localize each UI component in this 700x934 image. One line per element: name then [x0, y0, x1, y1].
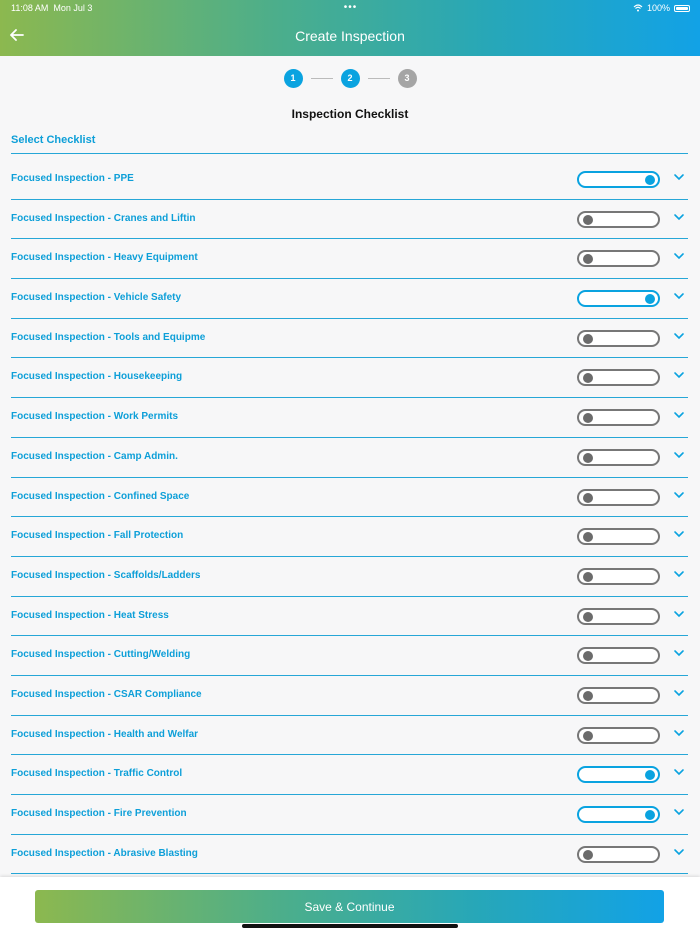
checklist-toggle[interactable] — [577, 250, 660, 267]
checklist-toggle[interactable] — [577, 449, 660, 466]
checklist-item-label: Focused Inspection - Health and Welfar — [11, 728, 199, 740]
toggle-knob — [583, 334, 593, 344]
chevron-down-icon[interactable] — [673, 171, 685, 183]
checklist-toggle[interactable] — [577, 687, 660, 704]
chevron-down-icon[interactable] — [673, 846, 685, 858]
save-continue-button[interactable]: Save & Continue — [35, 890, 664, 923]
toggle-knob — [583, 651, 593, 661]
toggle-knob — [645, 175, 655, 185]
toggle-knob — [583, 572, 593, 582]
chevron-down-icon[interactable] — [673, 409, 685, 421]
status-bar — [11, 3, 690, 16]
section-title: Inspection Checklist — [291, 107, 409, 121]
status-right — [633, 3, 690, 13]
battery-percent: 100% — [646, 3, 670, 13]
divider — [11, 153, 688, 154]
chevron-down-icon[interactable] — [673, 568, 685, 580]
checklist-toggle[interactable] — [577, 647, 660, 664]
checklist-item[interactable] — [11, 160, 688, 200]
checklist-toggle[interactable] — [577, 171, 660, 188]
step-connector — [311, 78, 333, 79]
chevron-down-icon[interactable] — [673, 489, 685, 501]
checklist-item[interactable] — [11, 478, 688, 518]
multitask-dots[interactable]: ••• — [343, 2, 358, 13]
chevron-down-icon[interactable] — [673, 806, 685, 818]
checklist-item-label: Focused Inspection - PPE — [11, 173, 134, 184]
checklist — [11, 160, 688, 874]
chevron-down-icon[interactable] — [673, 608, 685, 620]
toggle-knob — [583, 850, 593, 860]
chevron-down-icon[interactable] — [673, 250, 685, 262]
page-title: Create Inspection — [295, 28, 405, 44]
checklist-item-label: Focused Inspection - Camp Admin. — [11, 450, 178, 462]
toggle-knob — [645, 294, 655, 304]
checklist-item-label: Focused Inspection - Heavy Equipment — [11, 252, 198, 264]
select-checklist-label: Select Checklist — [11, 134, 96, 146]
checklist-toggle[interactable] — [577, 489, 660, 506]
chevron-down-icon[interactable] — [673, 766, 685, 778]
chevron-down-icon[interactable] — [673, 647, 685, 659]
checklist-item-label: Focused Inspection - Confined Space — [11, 490, 190, 502]
checklist-item[interactable] — [11, 835, 688, 875]
checklist-toggle[interactable] — [577, 290, 660, 307]
checklist-item[interactable] — [11, 319, 688, 359]
chevron-down-icon[interactable] — [673, 369, 685, 381]
checklist-item-label: Focused Inspection - Cutting/Welding — [11, 649, 191, 661]
home-indicator — [242, 924, 458, 928]
toggle-knob — [583, 215, 593, 225]
toggle-knob — [583, 493, 593, 503]
app-header — [0, 0, 700, 56]
checklist-item[interactable] — [11, 636, 688, 676]
step-3[interactable]: 3 — [398, 69, 417, 88]
chevron-down-icon[interactable] — [673, 727, 685, 739]
toggle-knob — [645, 810, 655, 820]
toggle-knob — [583, 691, 593, 701]
step-2[interactable]: 2 — [341, 69, 360, 88]
checklist-toggle[interactable] — [577, 409, 660, 426]
checklist-item-label: Focused Inspection - Vehicle Safety — [11, 292, 182, 304]
checklist-item[interactable] — [11, 398, 688, 438]
checklist-item[interactable] — [11, 795, 688, 835]
checklist-item-label: Focused Inspection - Fall Protection — [11, 530, 184, 542]
step-connector — [368, 78, 390, 79]
chevron-down-icon[interactable] — [673, 449, 685, 461]
checklist-item-label: Focused Inspection - Traffic Control — [11, 768, 183, 780]
checklist-toggle[interactable] — [577, 608, 660, 625]
checklist-toggle[interactable] — [577, 330, 660, 347]
wifi-icon — [633, 4, 643, 12]
chevron-down-icon[interactable] — [673, 330, 685, 342]
checklist-toggle[interactable] — [577, 211, 660, 228]
footer-bar — [0, 877, 700, 934]
checklist-item[interactable] — [11, 239, 688, 279]
chevron-down-icon[interactable] — [673, 211, 685, 223]
checklist-toggle[interactable] — [577, 369, 660, 386]
checklist-toggle[interactable] — [577, 766, 660, 783]
toggle-knob — [583, 254, 593, 264]
toggle-knob — [583, 532, 593, 542]
stepper — [0, 68, 700, 88]
checklist-item[interactable] — [11, 676, 688, 716]
checklist-item[interactable] — [11, 200, 688, 240]
status-time: 11:08 AM Mon Jul 3 — [11, 3, 93, 13]
checklist-item-label: Focused Inspection - Work Permits — [11, 411, 179, 423]
chevron-down-icon[interactable] — [673, 290, 685, 302]
toggle-knob — [583, 612, 593, 622]
checklist-item-label: Focused Inspection - CSAR Compliance — [11, 688, 202, 700]
battery-icon — [674, 5, 690, 12]
checklist-item-label: Focused Inspection - Fire Prevention — [11, 808, 187, 819]
checklist-toggle[interactable] — [577, 528, 660, 545]
toggle-knob — [645, 770, 655, 780]
checklist-toggle[interactable] — [577, 846, 660, 863]
toggle-knob — [583, 413, 593, 423]
checklist-item[interactable] — [11, 438, 688, 478]
checklist-item-label: Focused Inspection - Scaffolds/Ladders — [11, 569, 201, 581]
toggle-knob — [583, 731, 593, 741]
checklist-item-label: Focused Inspection - Cranes and Liftin — [11, 212, 196, 224]
checklist-item[interactable] — [11, 755, 688, 795]
checklist-item-label: Focused Inspection - Tools and Equipme — [11, 331, 206, 343]
checklist-toggle[interactable] — [577, 727, 660, 744]
toggle-knob — [583, 373, 593, 383]
checklist-item[interactable] — [11, 358, 688, 398]
checklist-item[interactable] — [11, 279, 688, 319]
checklist-item-label: Focused Inspection - Abrasive Blasting — [11, 847, 198, 859]
chevron-down-icon[interactable] — [673, 528, 685, 540]
checklist-item-label: Focused Inspection - Housekeeping — [11, 371, 183, 383]
checklist-toggle[interactable] — [577, 806, 660, 823]
checklist-item[interactable] — [11, 517, 688, 557]
step-1[interactable]: 1 — [284, 69, 303, 88]
checklist-item-label: Focused Inspection - Heat Stress — [11, 609, 169, 621]
checklist-item[interactable] — [11, 716, 688, 756]
checklist-item[interactable] — [11, 557, 688, 597]
chevron-down-icon[interactable] — [673, 687, 685, 699]
toggle-knob — [583, 453, 593, 463]
checklist-toggle[interactable] — [577, 568, 660, 585]
checklist-item[interactable] — [11, 597, 688, 637]
